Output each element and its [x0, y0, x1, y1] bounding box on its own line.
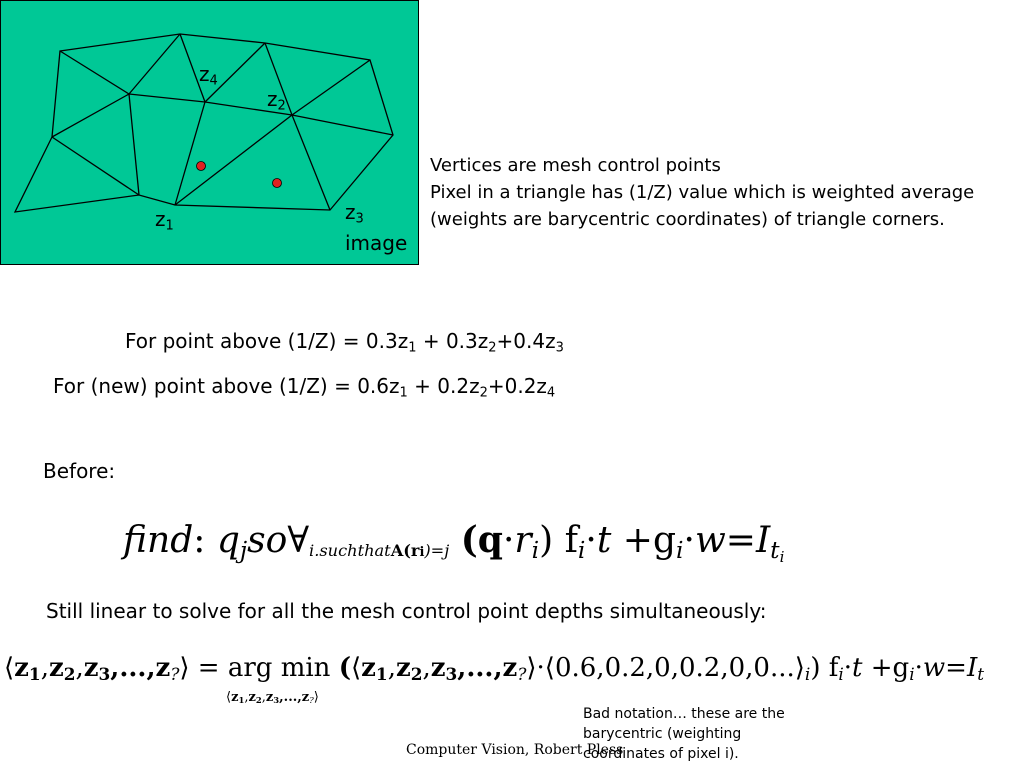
label-z1: $z_1$	[155, 207, 174, 234]
linear-note: Still linear to solve for all the mesh control point depths simultaneously:	[46, 599, 767, 623]
explanation-line-1: Vertices are mesh control points	[430, 155, 721, 176]
argmin-subscript: $⟨z_1,z_2,z_3,...,z_?⟩$	[226, 690, 319, 706]
before-label: Before:	[43, 459, 116, 483]
explanation-line-2: Pixel in a triangle has (1/Z) value which is weighted average (weights are barycentric coordinates) of triangle corners.	[430, 182, 975, 230]
explanation-text	[430, 152, 990, 233]
formula-find: find: $q_jso\forall_{i.suchthatA(ri)=j}$ $(q\cdot r_i)$ $f_i\cdot t +g_i\cdot w=I_{t_i}$	[123, 519, 785, 566]
label-image: image	[345, 231, 408, 255]
label-z2: $z_2$	[267, 87, 286, 114]
sample-point-2	[273, 179, 282, 188]
sample-point-1	[197, 162, 206, 171]
bad-notation-note: Bad notation… these are the barycentric (weighting coordinates of pixel i).	[583, 706, 785, 762]
equation-2: For (new) point above $(1/Z) = 0.6z_1 + 0.2z_2+0.2z_4$	[53, 374, 556, 401]
equation-1: For point above $(1/Z) = 0.3z_1 + 0.3z_2+0.4z_3$	[125, 329, 564, 356]
formula-argmin: $⟨z_1,z_2,z_3,...,z_?⟩$ = arg $\min (⟨z_1,z_2,z_3,...,z_?⟩\cdot⟨0.6,0.2,0,0.2,0,0...⟩_i)$ $f_i\cdot t +g_i\cdot w=I_t$	[4, 653, 985, 685]
footer-credit: Computer Vision, Robert Pless	[406, 742, 624, 758]
label-z4: $z_4$	[199, 62, 218, 89]
label-z3: $z_3$	[345, 200, 364, 227]
